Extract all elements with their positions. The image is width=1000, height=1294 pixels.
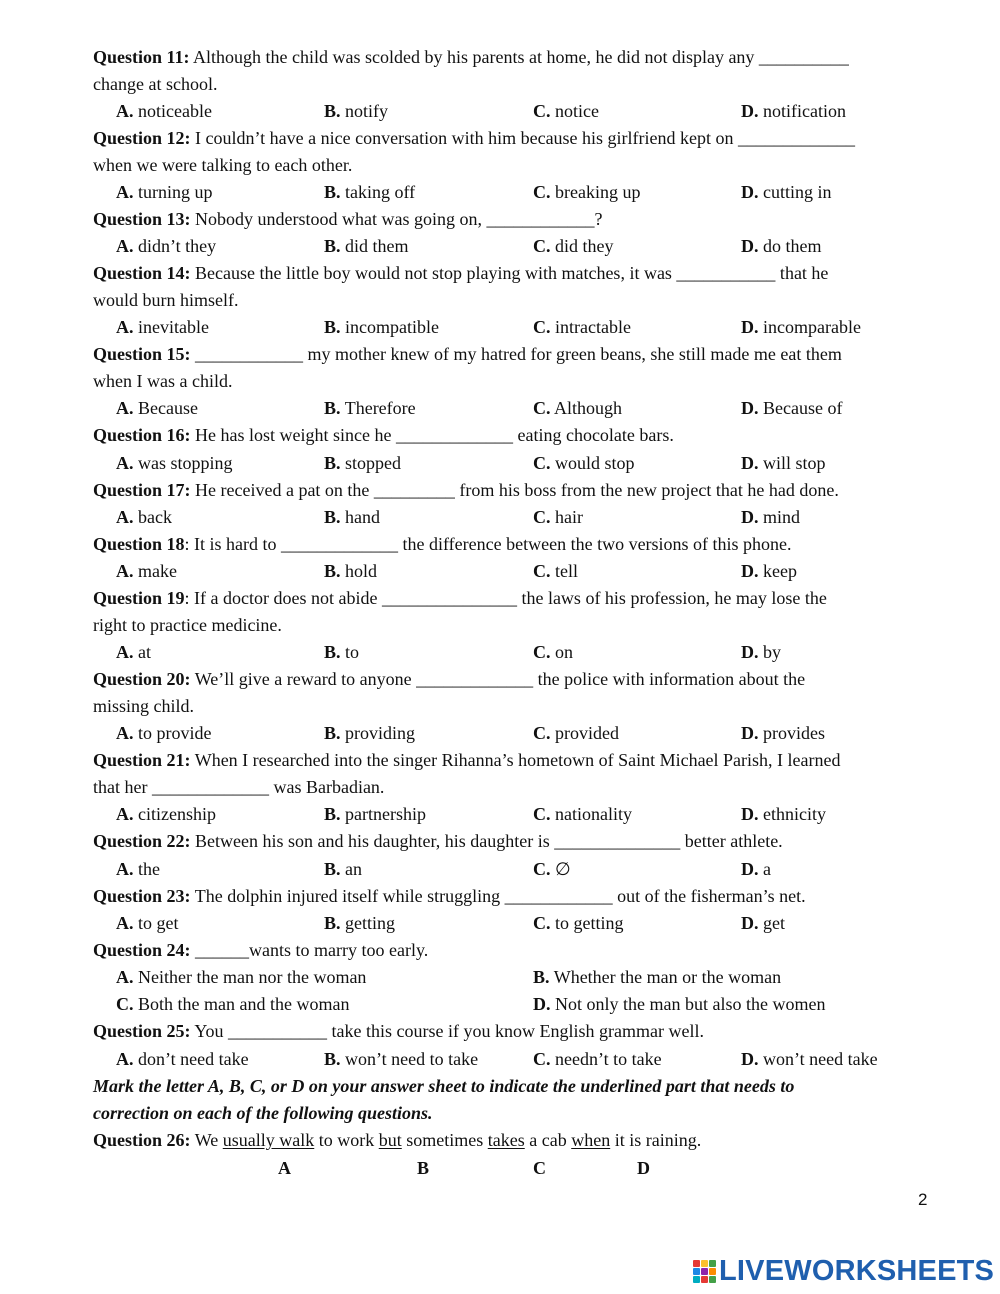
logo-square: [709, 1276, 716, 1283]
option-d[interactable]: D. ethnicity: [741, 804, 826, 824]
option-a[interactable]: A. turning up: [116, 182, 213, 202]
logo-grid-icon: [693, 1260, 716, 1283]
option-c[interactable]: C. notice: [533, 101, 599, 121]
option-c[interactable]: C. Both the man and the woman: [116, 994, 350, 1014]
logo-square: [701, 1276, 708, 1283]
option-c[interactable]: C. hair: [533, 507, 583, 527]
option-a[interactable]: A. inevitable: [116, 317, 209, 337]
question-16: Question 16: He has lost weight since he _____________ eating chocolate bars.: [93, 425, 674, 445]
option-d[interactable]: D. Because of: [741, 398, 843, 418]
option-a[interactable]: A. citizenship: [116, 804, 216, 824]
option-a[interactable]: A. the: [116, 859, 160, 879]
question-18: Question 18: It is hard to _____________ the difference between the two versions of this phone.: [93, 534, 792, 554]
question-19: Question 19: If a doctor does not abide _______________ the laws of his profession, he may lose the: [93, 588, 827, 608]
option-c[interactable]: C. nationality: [533, 804, 632, 824]
option-c[interactable]: C. to getting: [533, 913, 624, 933]
option-d[interactable]: D. provides: [741, 723, 825, 743]
option-c[interactable]: C. intractable: [533, 317, 631, 337]
question-text: change at school.: [93, 74, 218, 94]
option-a[interactable]: A. Neither the man nor the woman: [116, 967, 367, 987]
option-b[interactable]: B. an: [324, 859, 363, 879]
underlined-part-b[interactable]: but: [378, 1130, 402, 1150]
question-22: Question 22: Between his son and his daughter, his daughter is ______________ better athlete.: [93, 831, 783, 851]
option-c[interactable]: C. on: [533, 642, 573, 662]
logo-square: [709, 1260, 716, 1267]
option-b[interactable]: B. to: [324, 642, 360, 662]
option-a[interactable]: A. at: [116, 642, 151, 662]
question-17: Question 17: He received a pat on the _________ from his boss from the new project that he had done.: [93, 480, 839, 500]
option-b[interactable]: B. won’t need to take: [324, 1049, 479, 1069]
option-b[interactable]: B. Therefore: [324, 398, 416, 418]
underlined-part-a[interactable]: usually walk: [222, 1130, 315, 1150]
question-19-cont: right to practice medicine.: [93, 615, 282, 635]
option-a[interactable]: A. Because: [116, 398, 198, 418]
page-number: 2: [918, 1190, 928, 1209]
option-c[interactable]: C. Although: [533, 398, 623, 418]
option-d[interactable]: D. incomparable: [741, 317, 861, 337]
question-12-cont: when we were talking to each other.: [93, 155, 353, 175]
logo-square: [693, 1276, 700, 1283]
question-24: Question 24: ______wants to marry too early.: [93, 940, 429, 960]
option-d[interactable]: D. notification: [741, 101, 846, 121]
option-b[interactable]: B. Whether the man or the woman: [533, 967, 782, 987]
question-25: Question 25: You ___________ take this course if you know English grammar well.: [93, 1021, 704, 1041]
option-a[interactable]: A. to provide: [116, 723, 212, 743]
question-20-cont: missing child.: [93, 696, 195, 716]
option-a[interactable]: A. to get: [116, 913, 179, 933]
label-c: C: [533, 1158, 546, 1178]
option-a[interactable]: A. make: [116, 561, 177, 581]
option-a[interactable]: A. noticeable: [116, 101, 212, 121]
option-b[interactable]: B. partnership: [324, 804, 426, 824]
option-b[interactable]: B. incompatible: [324, 317, 439, 337]
option-b[interactable]: B. did them: [324, 236, 409, 256]
option-a[interactable]: A. was stopping: [116, 453, 233, 473]
option-d[interactable]: D. do them: [741, 236, 822, 256]
option-d[interactable]: D. by: [741, 642, 781, 662]
question-23: Question 23: The dolphin injured itself while struggling ____________ out of the fisherman’s net.: [93, 886, 806, 906]
option-d[interactable]: D. Not only the man but also the women: [533, 994, 826, 1014]
section-instruction-cont: correction on each of the following questions.: [93, 1103, 433, 1123]
option-d[interactable]: D. won’t need take: [741, 1049, 878, 1069]
question-14-cont: would burn himself.: [93, 290, 239, 310]
section-instruction: Mark the letter A, B, C, or D on your answer sheet to indicate the underlined part that needs to: [93, 1076, 795, 1096]
option-d[interactable]: D. keep: [741, 561, 797, 581]
underlined-part-c[interactable]: takes: [487, 1130, 525, 1150]
option-d[interactable]: D. cutting in: [741, 182, 832, 202]
option-c[interactable]: C. would stop: [533, 453, 635, 473]
option-d[interactable]: D. a: [741, 859, 771, 879]
liveworksheets-logo[interactable]: [693, 1256, 994, 1286]
option-c[interactable]: C. breaking up: [533, 182, 641, 202]
option-c[interactable]: C. did they: [533, 236, 614, 256]
question-text: Although the child was scolded by his parents at home, he did not display any __________: [193, 47, 849, 67]
option-b[interactable]: B. providing: [324, 723, 416, 743]
logo-square: [709, 1268, 716, 1275]
option-b[interactable]: B. getting: [324, 913, 396, 933]
question-26: Question 26: We usually walk to work but sometimes takes a cab when it is raining.: [93, 1130, 702, 1150]
logo-square: [701, 1268, 708, 1275]
option-b[interactable]: B. hand: [324, 507, 381, 527]
option-b[interactable]: B. taking off: [324, 182, 416, 202]
label-d: D: [637, 1158, 650, 1178]
question-15-cont: when I was a child.: [93, 371, 233, 391]
option-c[interactable]: C. needn’t to take: [533, 1049, 662, 1069]
option-b[interactable]: B. stopped: [324, 453, 402, 473]
question-21-cont: that her _____________ was Barbadian.: [93, 777, 385, 797]
option-d[interactable]: D. will stop: [741, 453, 826, 473]
underlined-part-d[interactable]: when: [571, 1130, 611, 1150]
question-12: Question 12: I couldn’t have a nice conversation with him because his girlfriend kept on _____________: [93, 128, 856, 148]
option-a[interactable]: A. back: [116, 507, 172, 527]
question-number: Question 26:: [93, 1130, 191, 1150]
label-b: B: [417, 1158, 430, 1178]
option-b[interactable]: B. hold: [324, 561, 378, 581]
logo-square: [693, 1268, 700, 1275]
option-c[interactable]: C. tell: [533, 561, 578, 581]
question-number: Question 11:: [93, 47, 190, 67]
question-11: [93, 46, 849, 68]
label-a: A: [278, 1158, 291, 1178]
option-c[interactable]: C. ∅: [533, 859, 571, 879]
option-a[interactable]: A. don’t need take: [116, 1049, 249, 1069]
question-21: Question 21: When I researched into the singer Rihanna’s hometown of Saint Michael Parish, I learned: [93, 750, 841, 770]
option-c[interactable]: C. provided: [533, 723, 619, 743]
logo-square: [701, 1260, 708, 1267]
option-a[interactable]: A. didn’t they: [116, 236, 217, 256]
question-14: Question 14: Because the little boy would not stop playing with matches, it was ___________ that he: [93, 263, 829, 283]
logo-square: [693, 1260, 700, 1267]
option-b[interactable]: B. notify: [324, 101, 389, 121]
question-15: Question 15: ____________ my mother knew of my hatred for green beans, she still made me eat them: [93, 344, 842, 364]
question-13: Question 13: Nobody understood what was going on, ____________?: [93, 209, 603, 229]
brand-text: LIVEWORKSHEETS: [719, 1254, 995, 1287]
question-20: Question 20: We’ll give a reward to anyone _____________ the police with information about the: [93, 669, 806, 689]
option-d[interactable]: D. get: [741, 913, 785, 933]
question-11-cont: [93, 73, 217, 95]
option-d[interactable]: D. mind: [741, 507, 801, 527]
